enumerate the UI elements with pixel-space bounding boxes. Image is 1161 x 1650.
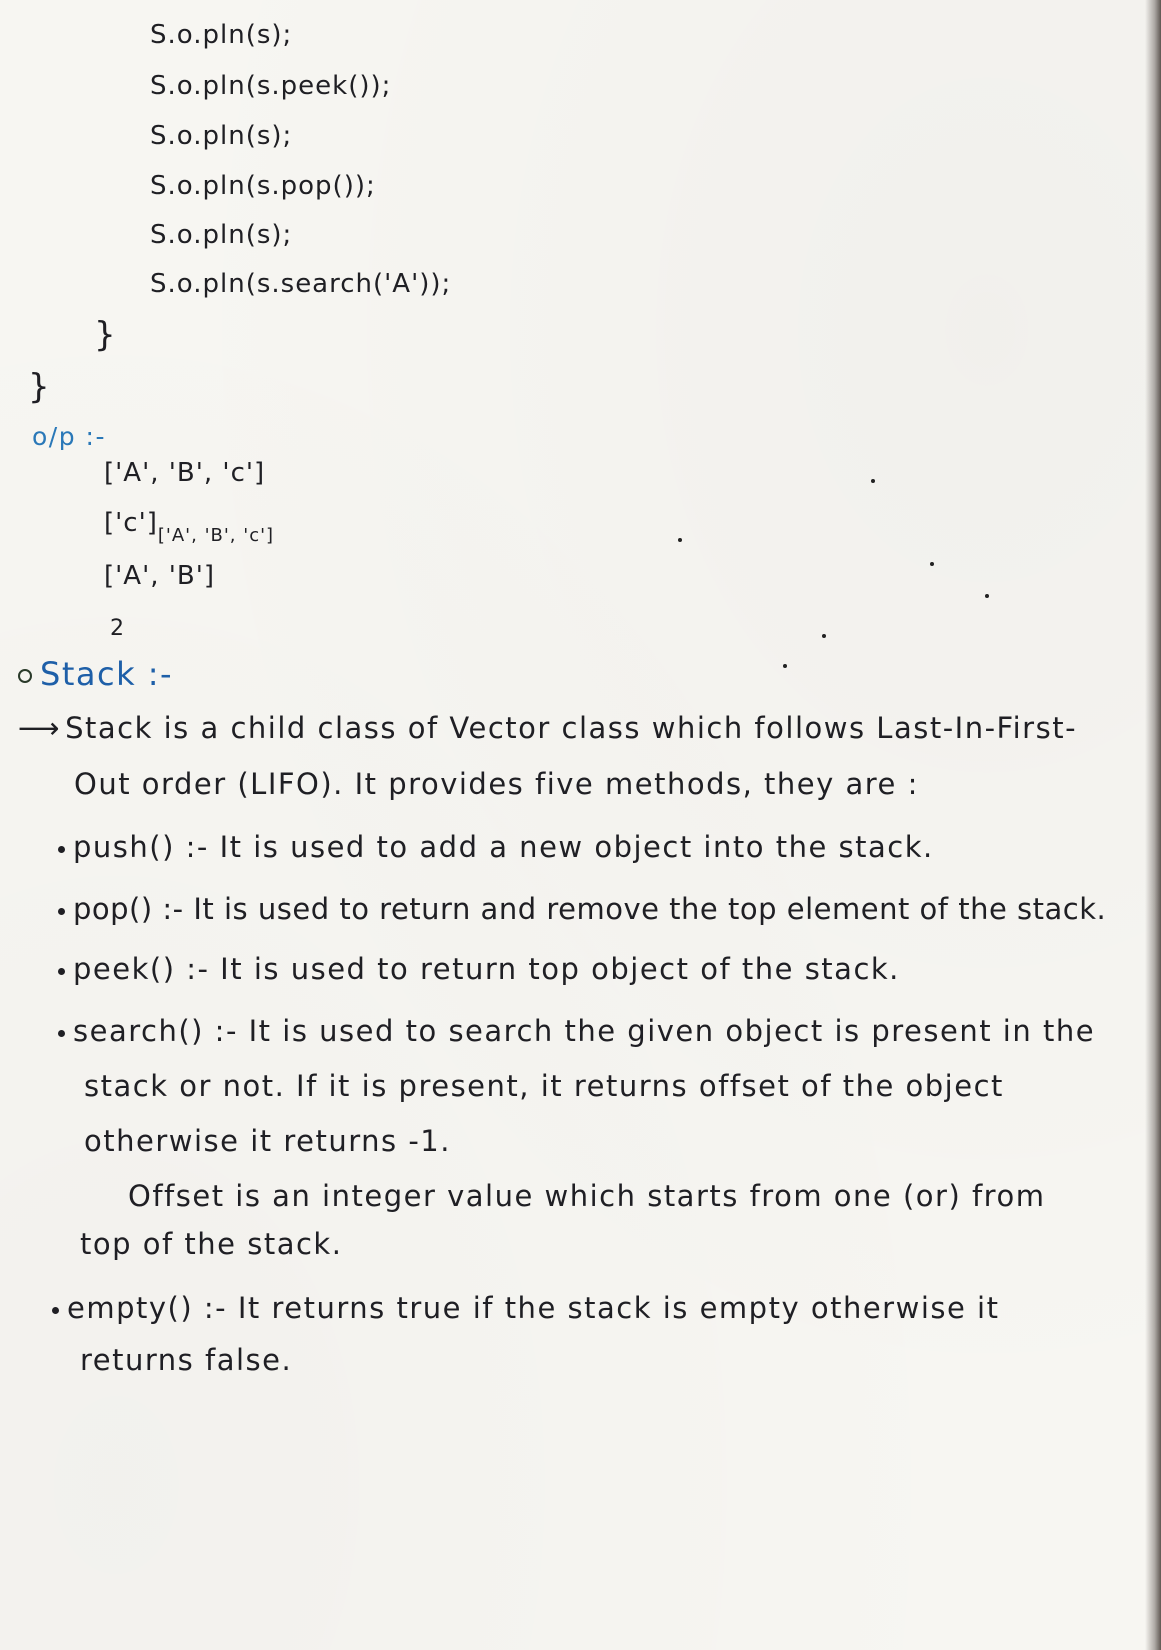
code-line-6: S.o.pln(s.search('A')); (150, 269, 452, 299)
output-line-2 (104, 510, 274, 545)
bullet-icon (58, 846, 65, 853)
code-line-2: S.o.pln(s.peek()); (150, 71, 392, 101)
method-push-text: push() :- It is used to add a new object into the stack. (73, 830, 934, 864)
method-empty-line-2: returns false. (80, 1343, 293, 1377)
bullet-icon (58, 1030, 65, 1037)
method-push (58, 830, 934, 864)
ink-speck (985, 594, 989, 598)
method-search-line-3: otherwise it returns -1. (84, 1124, 451, 1158)
method-pop-text: pop() :- It is used to return and remove the top element of the stack. (73, 892, 1107, 926)
stack-heading-text: Stack :- (40, 655, 174, 693)
circle-bullet-icon (18, 669, 32, 683)
method-pop (58, 892, 1107, 926)
bullet-icon (58, 968, 65, 975)
ink-speck (822, 634, 826, 638)
output-line-2-main: ['c'] (104, 508, 158, 538)
output-line-4: 2 (110, 616, 125, 641)
ink-speck (678, 538, 682, 542)
code-line-4: S.o.pln(s.pop()); (150, 171, 376, 201)
ink-speck (783, 664, 787, 668)
offset-line-1: Offset is an integer value which starts from one (or) from (128, 1179, 1046, 1213)
ink-speck (930, 562, 934, 566)
method-peek (58, 952, 900, 986)
method-empty-text-1: empty() :- It returns true if the stack is empty otherwise it (67, 1291, 1000, 1325)
code-line-5: S.o.pln(s); (150, 220, 293, 250)
outer-closing-brace: } (28, 367, 52, 407)
method-search-line-2: stack or not. If it is present, it returns offset of the object (84, 1069, 1004, 1103)
bullet-icon (58, 908, 65, 915)
intro-line-2: Out order (LIFO). It provides five methods, they are : (74, 767, 919, 801)
method-peek-text: peek() :- It is used to return top object of the stack. (73, 952, 900, 986)
inner-closing-brace: } (94, 315, 118, 355)
intro-line-1 (18, 711, 1078, 745)
offset-line-2: top of the stack. (80, 1227, 343, 1261)
method-search-line-1 (58, 1014, 1096, 1048)
code-line-1: S.o.pln(s); (150, 20, 293, 50)
output-line-3: ['A', 'B'] (104, 561, 216, 591)
output-line-1: ['A', 'B', 'c'] (104, 458, 266, 488)
intro-line-1-text: Stack is a child class of Vector class which follows Last-In-First- (65, 711, 1078, 745)
page-edge-shadow (1145, 0, 1161, 1650)
right-arrow-icon: ⟶ (18, 711, 62, 745)
ink-speck (871, 479, 875, 483)
bullet-icon (52, 1307, 59, 1314)
code-line-3: S.o.pln(s); (150, 121, 293, 151)
method-empty-line-1 (52, 1291, 1000, 1325)
stack-heading (18, 655, 174, 693)
method-search-text-1: search() :- It is used to search the given object is present in the (73, 1014, 1096, 1048)
output-label: o/p :- (32, 422, 106, 451)
output-line-2-subscript: ['A', 'B', 'c'] (157, 525, 275, 546)
